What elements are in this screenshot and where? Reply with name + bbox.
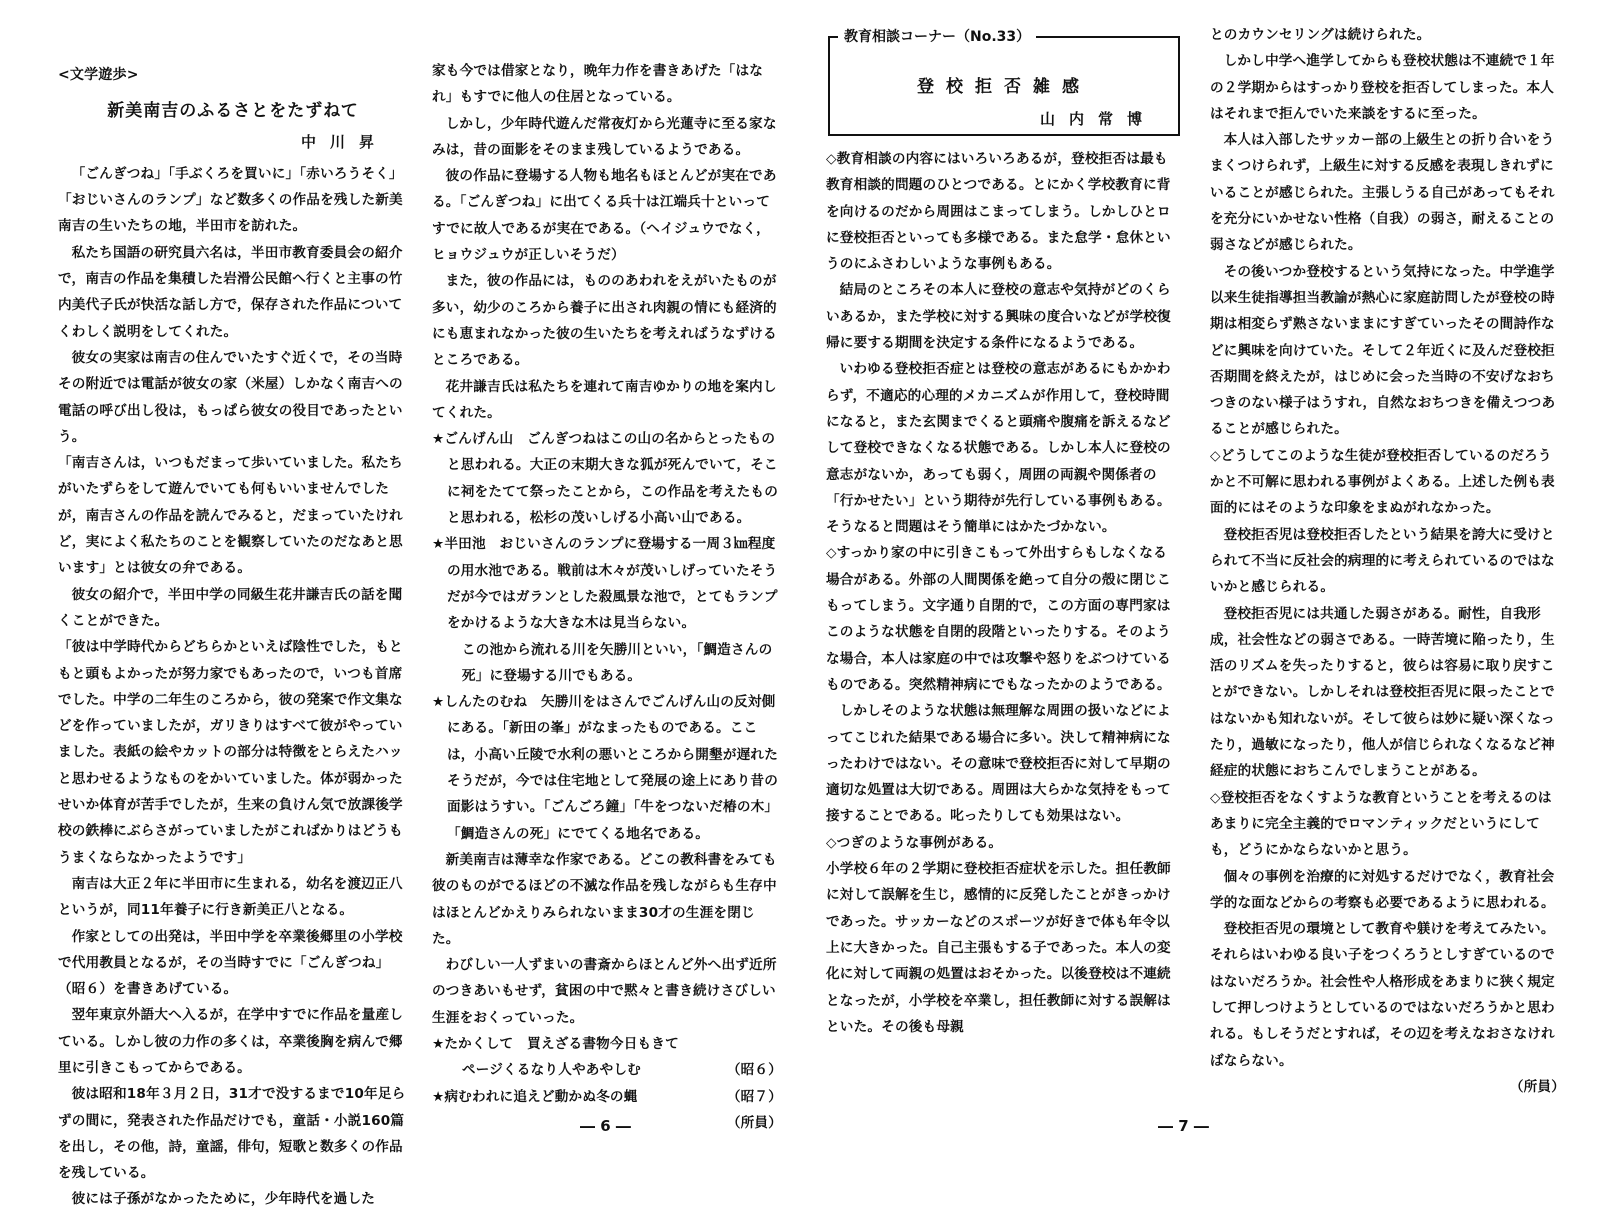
poem-text: ページくるなり人やあやしむ bbox=[461, 1062, 641, 1079]
poem-text: ★病むわれに追えど動かぬ冬の蝿 bbox=[432, 1088, 638, 1105]
paragraph: しかし，少年時代遊んだ常夜灯から光蓮寺に至る家なみは，昔の面影をそのまま残しているようである。 bbox=[432, 115, 777, 158]
page-number-right: ― 7 ― bbox=[1158, 1117, 1209, 1135]
paragraph: ◇すっかり家の中に引きこもって外出すらもしなくなる場合がある。外部の人間関係を絶って自分の殻に閉じこもってしまう。文字通り自閉的で，この方面の専門家はこのような状態を自閉的段階といったりする。そのような場合，本人は家庭の中では攻撃や怒りをぶつけているものである。突然精神病にでもなったかのようである。 bbox=[826, 545, 1171, 693]
spot-entry: ★ごんげん山 ごんぎつねはこの山の名からとったものと思われる。大正の末期大きな狐が死んでいて，そこに祠をたてて祭ったことから，この作品を考えたものと思われる，松杉の茂いしげる小高い山である。 bbox=[432, 431, 779, 527]
paragraph: 登校拒否児には共通した弱さがある。耐性，自我形成，社会性などの弱さである。一時苦境に陥ったり，生活のリズムを失ったりすると，彼らは容易に取り戻すことができない。しかしそれは登校拒否児に限ったことではないかも知れないが。そして彼らは妙に疑い深くなったり，過敏になったり，他人が信じられなくなるなど神経症的状態におちこんでしまうことがある。 bbox=[1210, 605, 1555, 780]
spot-entry: ★しんたのむね 矢勝川をはさんでごんげん山の反対側にある。「新田の峯」がなまったものである。ここは，小高い丘陵で水利の悪いところから開墾が遅れたそうだが，今では住宅地として発展の途上にあり昔の面影はうすい。「ごんごろ鐘」「牛をつないだ椿の木」「鯛造さんの死」にでてくる地名である。 bbox=[432, 694, 779, 842]
article-author: 中川昇 bbox=[300, 132, 388, 151]
paragraph: 個々の事例を治療的に対処するだけでなく，教育社会学的な面などからの考察も必要であるように思われる。 bbox=[1210, 868, 1555, 911]
paragraph: 私たち国語の研究員六名は，半田市教育委員会の紹介で，南吉の作品を集積した岩滑公民館へ行くと主事の竹内美代子氏が快活な話し方で，保存された作品についてくわしく説明をしてくれた。 bbox=[58, 244, 403, 340]
article-title: 新美南吉のふるさとをたずねて bbox=[107, 101, 359, 122]
page-number-left: ― 6 ― bbox=[580, 1117, 631, 1135]
right-column-2 bbox=[1210, 22, 1565, 1100]
paragraph: 結局のところその本人に登校の意志や気持がどのくらいあるか，また学校に対する興味の度合いなどが学校復帰に要する期間を決定する条件になるようである。 bbox=[826, 282, 1171, 352]
paragraph: 彼女の紹介で，半田中学の同級生花井謙吉氏の話を聞くことができた。 bbox=[58, 586, 403, 629]
poem-line bbox=[432, 1084, 782, 1110]
poem-date: （昭６） bbox=[726, 1062, 782, 1079]
series-label: <文学遊歩> bbox=[58, 67, 139, 83]
poem-line bbox=[432, 1057, 782, 1083]
paragraph: しかしそのような状態は無理解な周囲の扱いなどによってこじれた結果である場合に多い。決して精神病になったわけではない。その意味で登校拒否に対して早期の適切な処置は大切である。周囲は大らかな気持をもって接することである。叱ったりしても効果はない。 bbox=[826, 703, 1171, 825]
paragraph: 「彼は中学時代からどちらかといえば陰性でした，もともと頭もよかったが努力家でもあったので，いつも首席でした。中学の二年生のころから，彼の発案で作文集などを作っていましたが，ガリきりはすべて彼がやっていました。表紙の絵やカットの部分は特徴をとらえたハッと思わせるようなものをかいていました。体が弱かったせいか体育が苦手でしたが，生来の負けん気で放課後学校の鉄棒にぶらさがっていましたがこればかりはどうもうまくならなかったようです」 bbox=[58, 639, 403, 866]
paragraph: 「ごんぎつね」「手ぶくろを買いに」「赤いろうそく」「おじいさんのランプ」など数多くの作品を残した新美南吉の生いたちの地，半田市を訪れた。 bbox=[58, 165, 403, 235]
paragraph: ◇教育相談の内容にはいろいろあるが，登校拒否は最も教育相談的問題のひとつである。とにかく学校教育に背を向けるのだから周囲はこまってしまう。しかしひとロに登校拒否といっても多様である。また怠学・怠休というのにふさわしいような事例もある。 bbox=[826, 151, 1171, 273]
spot-entry: ★半田池 おじいさんのランプに登場する一周３㎞程度の用水池である。戦前は木々が茂いしげっていたそうだが今ではガランとした殺風景な池で，とてもランプをかけるような大きな木は見当らない。 bbox=[432, 536, 778, 632]
article-title: 登校拒否雑感 bbox=[917, 77, 1091, 97]
paragraph: 登校拒否児は登校拒否したという結果を誇大に受けとられて不当に反社会的病理的に考えられているのではないかと感じられる。 bbox=[1210, 526, 1555, 596]
paragraph: 彼には子孫がなかったために，少年時代を過した bbox=[71, 1191, 376, 1208]
column-header-box bbox=[828, 29, 1180, 136]
left-column-2 bbox=[432, 58, 782, 1136]
spot-note: この池から流れる川を矢勝川といい，「鯛造さんの死」に登場する川でもある。 bbox=[461, 641, 773, 684]
poem-date: （昭７） bbox=[726, 1088, 782, 1105]
paragraph: 彼は昭和18年３月２日，31才で没するまで10年足らずの間に，発表された作品だけでも，童話・小説160篇を出し，その他，詩，童謡，俳句，短歌と数多くの作品を残している。 bbox=[58, 1086, 406, 1182]
paragraph: 彼の作品に登場する人物も地名もほとんどが実在である。「ごんぎつね」に出てくる兵十は江端兵十といってすでに故人であるが実在である。（ヘイジュウでなく，ヒョウジュウが正しいそうだ） bbox=[432, 168, 777, 264]
paragraph: その後いつか登校するという気持になった。中学進学以来生徒指導担当教諭が熱心に家庭訪問したが登校の時期は相変らず熟さないままにすぎていったその間詩作などに興味を向けていた。そして２年近くに及んだ登校拒否期間を終えたが，はじめに会った当時の不安げなおちつきのない様子はうすれ，自然なおちつきを備えつつあることが感じられた。 bbox=[1210, 263, 1556, 438]
paragraph: わびしい一人ずまいの書斎からほとんど外へ出ず近所のつきあいもせず，貧困の中で黙々と書き続けさびしい生涯をおくっていった。 bbox=[432, 957, 777, 1026]
paragraph: 作家としての出発は，半田中学を卒業後郷里の小学校で代用教員となるが，その当時すでに「ごんぎつね」（昭６）を書きあげている。 bbox=[58, 928, 403, 998]
left-column-1 bbox=[58, 62, 408, 1213]
paragraph: いわゆる登校拒否症とは登校の意志があるにもかかわらず，不適応的心理的メカニズムが作用して，登校時間になると，また玄関までくると頭痛や腹痛を訴えるなどして登校できなくなる状態である。しかし本人に登校の意志がないか，あっても弱く，周囲の両親や関係者の「行かせたい」という期待が先行している事例もある。そうなると問題はそう簡単にはかたづかない。 bbox=[826, 361, 1171, 536]
paragraph: 彼女の実家は南吉の住んでいたすぐ近くで，その当時その附近では電話が彼女の家（米屋）しかなく南吉への電話の呼び出し役は，もっぱら彼女の役目であったという。 bbox=[58, 349, 403, 445]
paragraph: ◇どうしてこのような生徒が登校拒否しているのだろうかと不可解に思われる事例がよくある。上述した例も表面的にはそのような印象をまぬがれなかった。 bbox=[1210, 447, 1555, 517]
author-affiliation: （所員） bbox=[726, 1114, 782, 1131]
poem-line bbox=[432, 1031, 782, 1057]
paragraph: また，彼の作品には，もののあわれをえがいたものが多い，幼少のころから養子に出され肉親の情にも経済的にも恵まれなかった彼の生いたちを考えればうなずけるところである。 bbox=[432, 273, 777, 369]
paragraph: 登校拒否児の環境として教育や躾けを考えてみたい。それらはいわゆる良い子をつくろうとしすぎているのではないだろうか。社会性や人格形成をあまりに狭く規定して押しつけようとしているのではないだろうかと思われる。もしそうだとすれば，その辺を考えなおさなければならない。 bbox=[1210, 921, 1555, 1069]
paragraph: 翌年東京外語大へ入るが，在学中すでに作品を量産している。しかし彼の力作の多くは，卒業後胸を病んで郷里に引きこもってからである。 bbox=[58, 1007, 404, 1076]
corner-label: 教育相談コーナー（No.33） bbox=[838, 26, 1036, 46]
right-column-1 bbox=[826, 146, 1176, 1040]
paragraph: ◇つぎのような事例がある。 bbox=[826, 834, 1003, 851]
article-author: 山内常博 bbox=[1039, 110, 1156, 128]
paragraph: 花井謙吉氏は私たちを連れて南吉ゆかりの地を案内してくれた。 bbox=[432, 378, 777, 421]
paragraph: 南吉は大正２年に半田市に生まれる，幼名を渡辺正八というが，同11年養子に行き新美正八となる。 bbox=[58, 875, 403, 919]
paragraph: 本人は入部したサッカー部の上級生との折り合いをうまくつけられず，上級生に対する反感を表現しきれずにいることが感じられた。主張しうる自己があってもそれを充分にいかせない性格（自我）の弱さ，耐えることの弱さなどが感じられた。 bbox=[1210, 132, 1555, 254]
poem-text: ★たかくして 買えざる書物今日もきて bbox=[432, 1035, 679, 1052]
paragraph: 小学校６年の２学期に登校拒否症状を示した。担任教師に対して誤解を生じ，感情的に反発したことがきっかけであった。サッカーなどのスポーツが好きで体も年令以上に大きかった。自己主張もする子であった。本人の変化に対して両親の処置はおそかった。以後登校は不連続となったが，小学校を卒業し，担任教師に対する誤解はといた。その後も母親 bbox=[826, 861, 1171, 1035]
paragraph: 家も今では借家となり，晩年力作を書きあげた「はなれ」もすでに他人の住居となっている。 bbox=[432, 63, 764, 106]
paragraph: ◇登校拒否をなくすような教育ということを考えるのはあまりに完全主義的でロマンティックだというにしても，どうにかならないかと思う。 bbox=[1210, 789, 1552, 859]
paragraph: 「南吉さんは，いつもだまって歩いていました。私たちがいたずらをして遊んでいても何もいいませんでしたが，南吉さんの作品を読んでみると，だまっていたけれど，実によく私たちのことを観察していたのだなあと思います」とは彼女の弁である。 bbox=[58, 455, 403, 577]
author-affiliation: （所員） bbox=[1509, 1078, 1565, 1095]
paragraph: しかし中学へ進学してからも登校状態は不連続で１年の２学期からはすっかり登校を拒否してしまった。本人はそれまで拒んでいた来談をするに至った。 bbox=[1210, 53, 1555, 122]
paragraph: とのカウンセリングは続けられた。 bbox=[1210, 27, 1431, 43]
paragraph: 新美南吉は薄幸な作家である。どこの教科書をみても彼のものがでるほどの不滅な作品を残しながらも生存中はほとんどかえりみられないまま30才の生涯を閉じた。 bbox=[432, 851, 777, 947]
